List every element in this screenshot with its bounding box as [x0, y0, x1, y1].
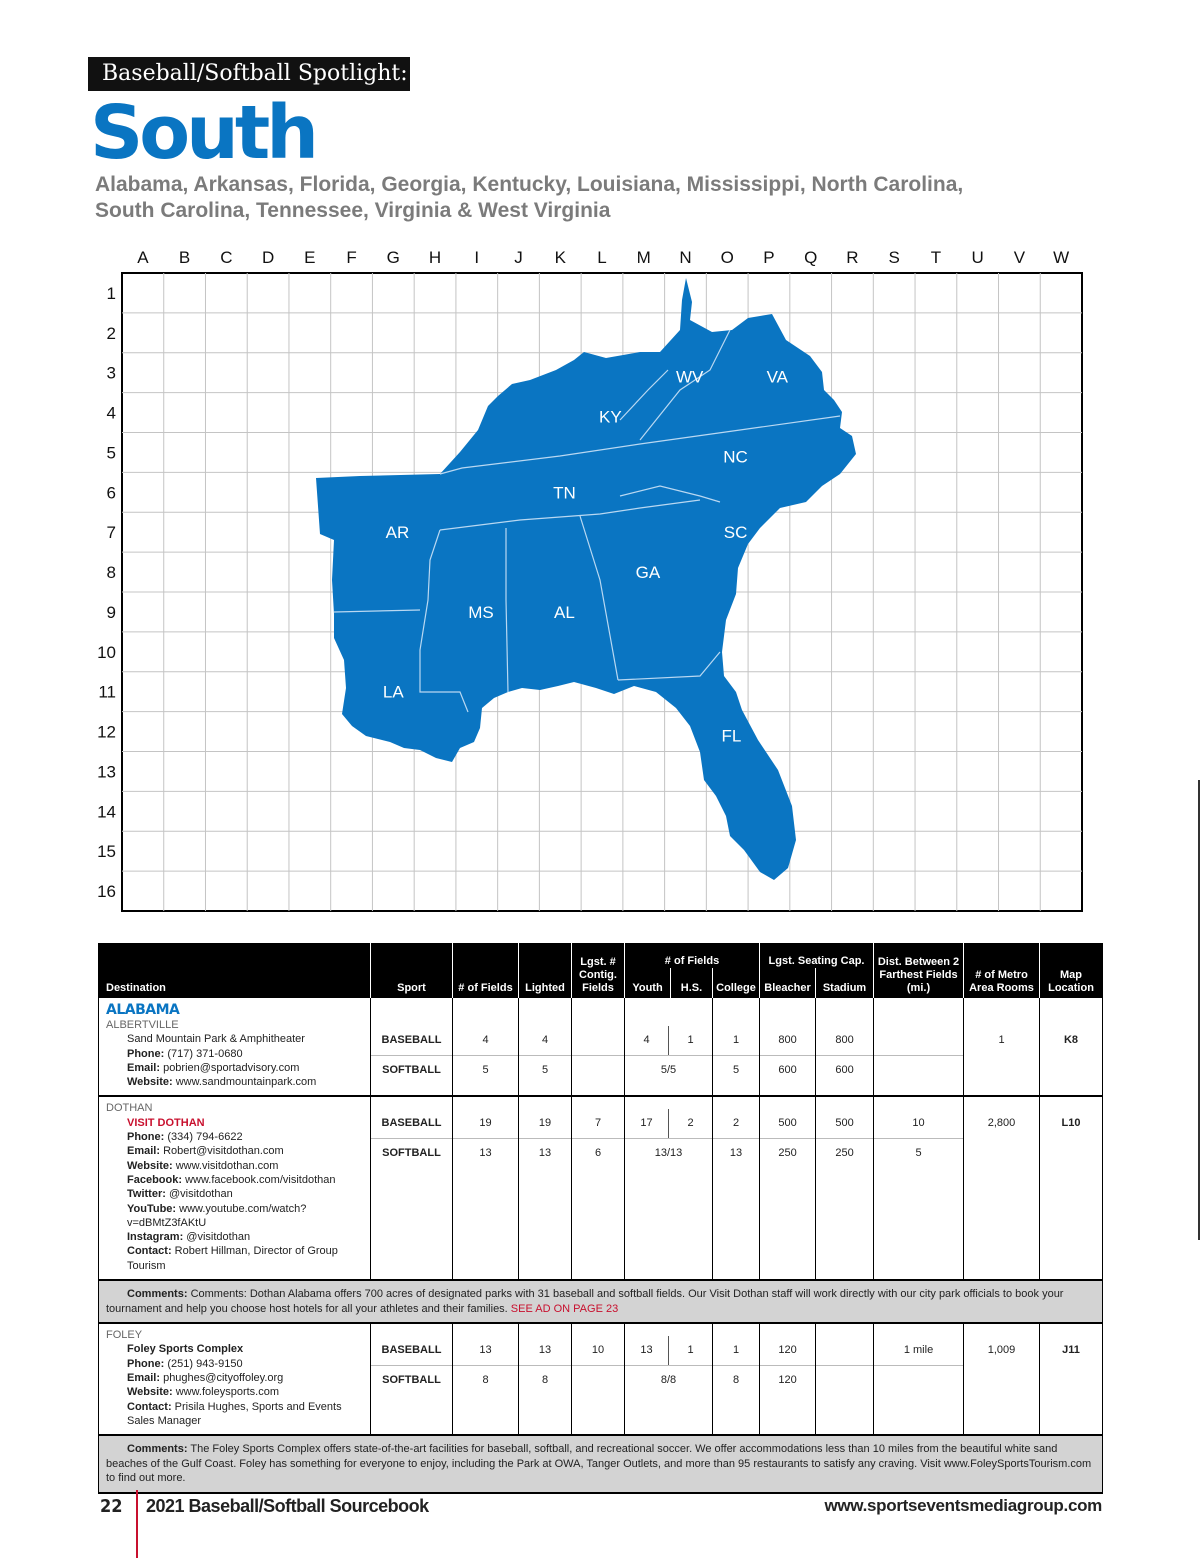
college-cell	[713, 1096, 760, 1280]
header-stadium: Stadium	[816, 968, 874, 998]
college-cell	[713, 1323, 760, 1435]
comment-label: Comments:	[127, 1288, 188, 1301]
stadium: 800	[816, 1026, 873, 1056]
contact-value: pobrien@sportadvisory.com	[160, 1061, 300, 1074]
header-youth: Youth	[625, 968, 671, 998]
lighted-cell	[519, 998, 572, 1096]
contact-value: (334) 794-6622	[164, 1131, 243, 1144]
lighted: 19	[519, 1109, 571, 1139]
stadium: 500	[816, 1109, 873, 1139]
table-row	[99, 998, 1103, 1096]
column-label: M	[636, 248, 651, 267]
column-label: A	[137, 248, 149, 267]
distance	[874, 1026, 963, 1056]
num-fields: 13	[479, 1147, 492, 1160]
row-label: 3	[106, 363, 116, 383]
youth-hs-combined: 5/5	[660, 1064, 677, 1076]
comment-label: Comments:	[127, 1443, 188, 1456]
contact-label: Phone:	[127, 1357, 165, 1370]
map-location: L10	[1061, 1117, 1081, 1130]
stadium: 600	[835, 1064, 854, 1076]
footer-divider	[136, 1490, 138, 1558]
venue-name: VISIT DOTHAN	[127, 1116, 205, 1129]
contact-label: Facebook:	[127, 1173, 183, 1186]
comment-cell	[99, 1435, 1103, 1493]
num-fields: 13	[453, 1336, 518, 1366]
row-label: 15	[97, 842, 116, 862]
contact-value: (251) 943-9150	[164, 1357, 243, 1370]
contact-value: phughes@cityoffoley.org	[160, 1371, 284, 1384]
college: 8	[732, 1374, 740, 1387]
contig-fields: 7	[572, 1109, 624, 1139]
contact-line	[106, 1202, 364, 1231]
contact-value: (717) 371-0680	[164, 1047, 243, 1060]
contact-label: Website:	[127, 1076, 173, 1089]
num-fields: 8	[482, 1374, 489, 1387]
column-label: L	[597, 248, 607, 267]
contact-line	[106, 1130, 364, 1144]
column-label: B	[178, 248, 191, 267]
footer-url: www.sportseventsmediagroup.com	[824, 1496, 1102, 1515]
column-label: N	[679, 248, 692, 267]
contact-label: Phone:	[127, 1047, 165, 1060]
row-label: 13	[97, 762, 116, 782]
contig-fields	[572, 1026, 624, 1056]
contact-label: Phone:	[127, 1131, 165, 1144]
distance	[874, 1366, 963, 1395]
state-label: GA	[635, 563, 661, 583]
state-label: WV	[675, 367, 704, 387]
sport: SOFTBALL	[382, 1064, 441, 1076]
lighted: 5	[541, 1064, 549, 1076]
header-metro-rooms: # of Metro Area Rooms	[964, 943, 1040, 998]
contact-value: Robert Hillman, Director of Group Tourism	[127, 1245, 338, 1272]
row-label: 16	[97, 882, 116, 902]
contact-label: Contact:	[127, 1245, 172, 1258]
table-body	[99, 998, 1103, 1493]
header-num-fields: # of Fields	[453, 943, 519, 998]
destination-cell	[99, 998, 371, 1096]
row-label: 7	[106, 523, 116, 543]
map-location-cell	[1040, 1096, 1103, 1280]
contact-value: www.sandmountainpark.com	[172, 1076, 317, 1089]
column-label: C	[220, 248, 233, 267]
header-fields-group: # of Fields	[625, 943, 760, 968]
lighted: 4	[519, 1026, 571, 1056]
stadium-cell	[816, 1323, 874, 1435]
city-name: ALBERTVILLE	[106, 1019, 179, 1031]
distance-cell	[874, 998, 964, 1096]
row-label: 8	[106, 563, 116, 583]
sport-cell	[371, 1096, 453, 1280]
column-label: T	[930, 248, 942, 267]
state-label: AR	[385, 523, 410, 543]
lighted-cell	[519, 1096, 572, 1280]
state-label: LA	[382, 682, 404, 702]
map-location: K8	[1063, 1034, 1079, 1046]
metro-rooms-cell	[964, 998, 1040, 1096]
distance: 1 mile	[874, 1336, 963, 1366]
row-label: 11	[98, 682, 116, 702]
column-label: F	[346, 248, 357, 267]
table-row	[99, 1323, 1103, 1435]
contact-value: Prisila Hughes, Sports and Events	[171, 1400, 342, 1413]
column-label: Q	[804, 248, 818, 267]
column-label: E	[304, 248, 316, 267]
destination-cell	[99, 1323, 371, 1435]
map-location: J11	[1062, 1344, 1080, 1357]
youth: 13	[625, 1336, 669, 1365]
comment-text	[99, 1436, 1102, 1492]
bleacher-cell	[760, 1323, 816, 1435]
row-label: 5	[106, 443, 116, 463]
state-list-line-2: South Carolina, Tennessee, Virginia & West Virginia	[95, 199, 611, 222]
row-label: 9	[106, 602, 116, 622]
region-map	[0, 240, 1200, 920]
contact-line	[106, 1047, 364, 1061]
contact-value: www.youtube.com/watch?v=dBMtZ3fAKtU	[127, 1202, 307, 1229]
metro-rooms-cell	[964, 1323, 1040, 1435]
contact-line	[106, 1414, 364, 1428]
column-label: P	[763, 248, 775, 267]
sport: SOFTBALL	[382, 1374, 441, 1387]
row-label: 14	[97, 802, 116, 822]
venue-name: Foley Sports Complex	[127, 1343, 244, 1356]
header-bleacher: Bleacher	[760, 968, 816, 998]
bleacher: 120	[760, 1336, 815, 1366]
column-label: V	[1013, 248, 1026, 267]
contact-line	[106, 1385, 364, 1399]
header-sport: Sport	[371, 943, 453, 998]
header-college: College	[713, 968, 760, 998]
spotlight-banner: Baseball/Softball Spotlight:	[88, 57, 410, 91]
contig-fields	[572, 1056, 624, 1085]
column-label: R	[846, 248, 859, 267]
facility-table	[98, 943, 1103, 1494]
sport-cell	[371, 998, 453, 1096]
contact-line	[106, 1061, 364, 1075]
header-destination: Destination	[99, 943, 371, 998]
bleacher-cell	[760, 1096, 816, 1280]
city-name: FOLEY	[106, 1329, 143, 1342]
num-fields: 19	[453, 1109, 518, 1139]
college: 1	[713, 1336, 759, 1366]
column-label: U	[971, 248, 984, 267]
comment-body: The Foley Sports Complex offers state-of-the-art facilities for baseball, softball, and recreational soccer. We offer accommodations less than 10 miles from the beautiful white sand beaches of the Gulf Coast. Foley has something for everyone to enjoy, including the Park at OWA, Tanger Outlets, and more than 95 restaurants to satisfy any craving. Visit www.FoleySportsTourism.com to find out more.	[106, 1443, 1092, 1485]
num-fields-cell	[453, 1096, 519, 1280]
college: 1	[713, 1026, 759, 1056]
contact-line	[106, 1357, 364, 1371]
state-label: SC	[723, 523, 748, 543]
lighted: 8	[541, 1374, 549, 1387]
row-label: 10	[97, 642, 116, 662]
youth-hs-combined: 13/13	[654, 1147, 683, 1160]
state-label: FL	[721, 726, 742, 746]
college-cell	[713, 998, 760, 1096]
num-fields: 4	[453, 1026, 518, 1056]
contact-line	[106, 1371, 364, 1385]
contact-label: Email:	[127, 1061, 161, 1074]
column-label: I	[474, 248, 480, 267]
contact-label: Email:	[127, 1145, 161, 1158]
contact-label: Twitter:	[127, 1188, 166, 1201]
comment-text	[99, 1281, 1102, 1322]
state-list-line-1: Alabama, Arkansas, Florida, Georgia, Kentucky, Louisiana, Mississippi, North Carolina,	[95, 173, 964, 196]
sport: BASEBALL	[371, 1336, 452, 1366]
bleacher: 250	[778, 1147, 797, 1160]
header-seating-group: Lgst. Seating Cap.	[760, 943, 874, 968]
contact-line	[106, 1159, 364, 1173]
contact-value: Robert@visitdothan.com	[160, 1145, 284, 1158]
table-header-row	[99, 943, 1103, 968]
contig-fields: 10	[572, 1336, 624, 1366]
youth: 4	[625, 1026, 669, 1055]
map-location-cell	[1040, 1323, 1103, 1435]
bleacher-cell	[760, 998, 816, 1096]
column-label: S	[888, 248, 900, 267]
contact-value: www.facebook.com/visitdothan	[182, 1173, 336, 1186]
column-label: K	[554, 248, 566, 267]
stadium: 250	[835, 1147, 854, 1160]
see-ad-link[interactable]: SEE AD ON PAGE 23	[510, 1302, 619, 1315]
header-distance: Dist. Between 2 Farthest Fields (mi.)	[874, 943, 964, 998]
row-label: 6	[106, 483, 116, 503]
youth-hs-cell	[625, 1323, 713, 1435]
bleacher: 120	[778, 1374, 797, 1387]
bleacher: 500	[760, 1109, 815, 1139]
table-row	[99, 1096, 1103, 1280]
youth-hs-split	[625, 1026, 712, 1056]
hs: 1	[687, 1034, 694, 1046]
comment-cell	[99, 1280, 1103, 1323]
header-hs: H.S.	[671, 968, 713, 998]
college: 13	[729, 1147, 743, 1160]
distance-cell	[874, 1096, 964, 1280]
row-label: 4	[106, 403, 116, 423]
contact-line	[106, 1075, 364, 1089]
contact-line	[106, 1400, 364, 1414]
youth: 17	[625, 1109, 669, 1138]
contig-fields	[572, 1366, 624, 1395]
comment-row	[99, 1435, 1103, 1493]
num-fields-cell	[453, 998, 519, 1096]
contact-label: Website:	[127, 1386, 173, 1399]
metro-rooms: 1,009	[987, 1344, 1016, 1357]
distance-cell	[874, 1323, 964, 1435]
contact-label: YouTube:	[127, 1202, 177, 1215]
contact-line	[106, 1230, 364, 1244]
stadium	[816, 1336, 873, 1366]
contact-value: Sales Manager	[127, 1414, 201, 1427]
region-title: South	[90, 90, 315, 176]
column-label: O	[720, 248, 734, 267]
contact-label: Website:	[127, 1159, 173, 1172]
header-lighted: Lighted	[519, 943, 572, 998]
metro-rooms: 1	[998, 1034, 1005, 1046]
sport: SOFTBALL	[382, 1147, 441, 1160]
page-number: 22	[100, 1496, 123, 1517]
stadium	[816, 1366, 873, 1395]
bleacher: 600	[778, 1064, 797, 1076]
destination-cell	[99, 1096, 371, 1280]
contact-value: www.visitdothan.com	[172, 1159, 279, 1172]
hs: 1	[687, 1344, 694, 1357]
youth-hs-cell	[625, 998, 713, 1096]
sport: BASEBALL	[371, 1026, 452, 1056]
city-name: DOTHAN	[106, 1102, 153, 1115]
youth-hs-split	[625, 1109, 712, 1139]
contact-label: Email:	[127, 1371, 161, 1384]
state-list	[95, 172, 995, 224]
lighted: 13	[519, 1336, 571, 1366]
column-label: G	[386, 248, 400, 267]
map-location-cell	[1040, 998, 1103, 1096]
stadium-cell	[816, 998, 874, 1096]
contig-fields-cell	[572, 1096, 625, 1280]
sport-cell	[371, 1323, 453, 1435]
header-contig-fields: Lgst. # Contig. Fields	[572, 943, 625, 998]
lighted-cell	[519, 1323, 572, 1435]
state-label: AL	[554, 602, 575, 622]
youth-hs-cell	[625, 1096, 713, 1280]
contact-line	[106, 1173, 364, 1187]
contact-value: www.foleysports.com	[172, 1386, 280, 1399]
hs: 2	[687, 1117, 694, 1130]
comment-body: Comments: Dothan Alabama offers 700 acres of designated parks with 31 baseball and softball fields. Our Visit Dothan staff will work directly with our city park officials to book your tournament and help you choose host hotels for all your athletes and their families.	[106, 1288, 1064, 1315]
column-label: W	[1053, 248, 1070, 267]
contact-line	[106, 1244, 364, 1273]
state-label: MS	[468, 602, 494, 622]
row-label: 1	[106, 283, 116, 303]
contact-line	[106, 1144, 364, 1158]
contact-value: @visitdothan	[183, 1231, 251, 1244]
state-label: TN	[553, 483, 576, 503]
column-label: H	[428, 248, 442, 267]
stadium-cell	[816, 1096, 874, 1280]
row-label: 12	[97, 722, 116, 742]
contact-label: Contact:	[127, 1400, 172, 1413]
region-map-grid	[0, 240, 1200, 920]
column-label: D	[261, 248, 275, 267]
lighted: 13	[538, 1147, 552, 1160]
contact-line	[106, 1187, 364, 1201]
state-label: VA	[766, 367, 789, 387]
column-label: J	[514, 248, 523, 267]
sport: BASEBALL	[371, 1109, 452, 1139]
num-fields: 5	[482, 1064, 489, 1076]
contact-value: @visitdothan	[165, 1188, 233, 1201]
state-heading: ALABAMA	[106, 1002, 180, 1018]
header-map-location: Map Location	[1040, 943, 1103, 998]
row-label: 2	[106, 323, 116, 343]
contig-fields-cell	[572, 1323, 625, 1435]
distance	[874, 1056, 963, 1085]
bleacher: 800	[760, 1026, 815, 1056]
metro-rooms-cell	[964, 1096, 1040, 1280]
contact-label: Instagram:	[127, 1231, 184, 1244]
state-label: NC	[723, 447, 748, 467]
state-label: KY	[599, 407, 622, 427]
college: 2	[713, 1109, 759, 1139]
college: 5	[732, 1064, 740, 1076]
venue-name: Sand Mountain Park & Amphitheater	[127, 1033, 305, 1046]
youth-hs-split	[625, 1336, 712, 1366]
comment-row	[99, 1280, 1103, 1323]
footer-book-title: 2021 Baseball/Softball Sourcebook	[146, 1496, 429, 1516]
contig-fields-cell	[572, 998, 625, 1096]
distance: 10	[874, 1109, 963, 1139]
metro-rooms: 2,800	[987, 1117, 1016, 1130]
contig-fields: 6	[594, 1147, 602, 1160]
distance: 5	[915, 1147, 922, 1160]
youth-hs-combined: 8/8	[660, 1374, 677, 1387]
num-fields-cell	[453, 1323, 519, 1435]
